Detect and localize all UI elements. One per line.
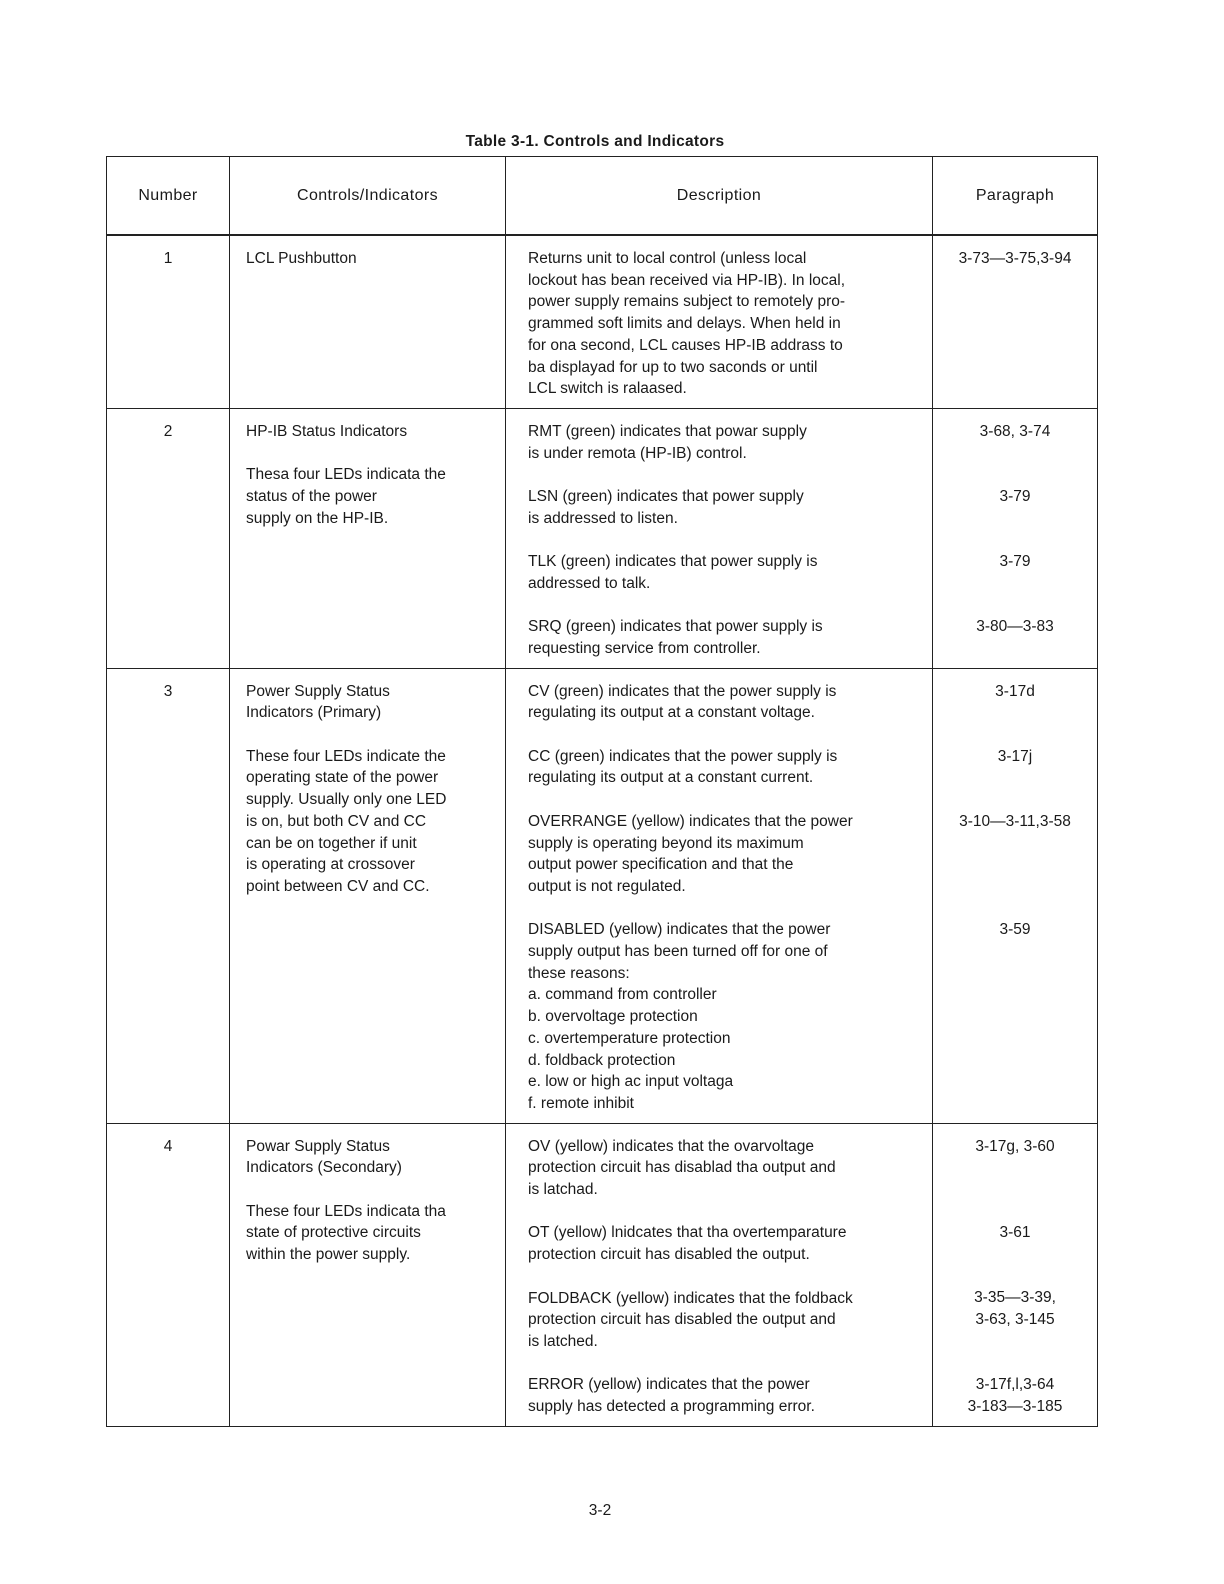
description-line: protection circuit has disabled the output and [528, 1311, 836, 1329]
table-row [107, 668, 1098, 1123]
control-note [246, 1201, 495, 1266]
control-note-line: operating state of the power [246, 769, 439, 787]
description-line: OV (yellow) indicates that the ovarvoltage [528, 1137, 815, 1155]
row-number: 1 [107, 235, 230, 408]
description-line: CV (green) indicates that the power supply is [528, 682, 837, 700]
paragraph-ref [937, 616, 1093, 659]
description-line: b. overvoltage protection [528, 1008, 698, 1026]
description-line: regulating its output at a constant voltage. [528, 704, 815, 722]
column-header-controls: Controls/Indicators [230, 157, 506, 236]
description-line: FOLDBACK (yellow) indicates that the foldback [528, 1289, 853, 1307]
description-line: supply has detected a programming error. [528, 1398, 815, 1416]
description-line: is addressed to listen. [528, 509, 678, 527]
paragraph-cell [933, 1123, 1098, 1426]
paragraph-ref-line: 3-10—3-11,3-58 [959, 812, 1071, 830]
description-entry [528, 811, 918, 898]
paragraph-ref-line: 3-61 [999, 1224, 1031, 1242]
paragraph-ref-line: 3-183—3-185 [967, 1397, 1063, 1415]
description-line: supply output has been turned off for one of [528, 943, 828, 960]
description-line: OVERRANGE (yellow) indicates that the power [528, 812, 853, 830]
control-note [246, 464, 495, 529]
control-name-line: Powar Supply Status [246, 1137, 390, 1155]
control-note-line: is operating at crossover [246, 856, 415, 874]
paragraph-ref [937, 1136, 1093, 1201]
description-line: f. remote inhibit [528, 1094, 634, 1112]
paragraph-ref-line: 3-17g, 3-60 [975, 1137, 1055, 1155]
paragraph-ref [937, 486, 1093, 529]
control-note-line: supply. Usually only one LED [246, 791, 447, 809]
control-note-line: state of protective circuits [246, 1224, 421, 1242]
description-line: is latchad. [528, 1181, 598, 1199]
control-note-line: is on, but both CV and CC [246, 812, 427, 830]
description-line: CC (green) indicates that the power supply is [528, 747, 838, 765]
description-line: grammed soft limits and delays. When held in [528, 315, 841, 333]
column-header-number: Number [107, 157, 230, 236]
control-note-line: Thesa four LEDs indicata the [246, 466, 446, 484]
control-name [246, 421, 495, 443]
paragraph-ref-line: 3-79 [999, 488, 1031, 505]
paragraph-ref-line: 3-63, 3-145 [975, 1311, 1055, 1329]
description-entry [528, 746, 918, 789]
paragraph-ref [937, 1222, 1093, 1265]
description-entry [528, 616, 918, 659]
description-entry [528, 1288, 918, 1353]
description-entry [528, 248, 918, 400]
paragraph-ref-line: 3-80—3-83 [976, 618, 1054, 636]
description-line: protection circuit has disabled the output. [528, 1246, 810, 1264]
paragraph-ref-line: 3-17f,l,3-64 [975, 1376, 1055, 1394]
control-name [246, 681, 495, 724]
row-number: 4 [107, 1123, 230, 1426]
description-entry [528, 681, 918, 724]
table-title: Table 3-1. Controls and Indicators [465, 133, 725, 150]
row-number: 3 [107, 668, 230, 1123]
header-row [107, 157, 1098, 236]
description-line: LCL switch is ralaased. [528, 380, 687, 398]
description-line: DISABLED (yellow) indicates that the power [528, 921, 831, 939]
description-line: OT (yellow) lnidcates that tha overtemparature [528, 1224, 847, 1242]
table-body [107, 235, 1098, 1426]
paragraph-ref-line: 3-59 [999, 921, 1031, 939]
paragraph-cell [933, 668, 1098, 1123]
description-entry [528, 1136, 918, 1201]
description-line: regulating its output at a constant current. [528, 769, 814, 787]
control-cell [230, 408, 506, 668]
description-entry [528, 1222, 918, 1265]
description-line: LSN (green) indicates that power supply [528, 488, 804, 506]
control-note-line: supply on the HP-IB. [246, 509, 389, 527]
control-name-line: HP-IB Status Indicators [246, 422, 408, 440]
control-name-line: Power Supply Status [246, 682, 390, 700]
description-line: RMT (green) indicates that powar supply [528, 422, 807, 440]
control-name-line: Indicators (Secondary) [246, 1159, 402, 1177]
description-line: ERROR (yellow) indicates that the power [528, 1376, 810, 1394]
paragraph-ref [937, 681, 1093, 724]
description-line: TLK (green) indicates that power supply is [528, 553, 818, 571]
row-number: 2 [107, 408, 230, 668]
table-row [107, 235, 1098, 408]
paragraph-ref [937, 746, 1093, 789]
paragraph-ref [937, 919, 1093, 1114]
paragraph-ref-line: 3-79 [999, 553, 1031, 571]
description-line: these reasons: [528, 964, 630, 982]
paragraph-ref-line: 3-68, 3-74 [979, 422, 1051, 440]
description-entry [528, 551, 918, 594]
paragraph-ref [937, 421, 1093, 464]
paragraph-ref [937, 1287, 1093, 1352]
description-line: requesting service from controller. [528, 639, 761, 657]
description-line: lockout has bean received via HP-IB). In local, [528, 271, 846, 289]
control-note-line: These four LEDs indicata tha [246, 1202, 446, 1220]
description-line: protection circuit has disablad tha output and [528, 1159, 836, 1177]
control-note-line: status of the power [246, 488, 377, 506]
control-cell [230, 235, 506, 408]
paragraph-cell [933, 235, 1098, 408]
paragraph-cell [933, 408, 1098, 668]
description-cell [506, 235, 933, 408]
control-note-line: within the power supply. [246, 1246, 411, 1264]
control-note-line: These four LEDs indicate the [246, 747, 446, 765]
controls-indicators-table [106, 156, 1098, 1427]
control-name [246, 248, 495, 270]
description-line: a. command from controller [528, 986, 717, 1004]
description-line: is under remota (HP-IB) control. [528, 444, 747, 462]
control-cell [230, 668, 506, 1123]
control-note [246, 746, 495, 898]
paragraph-ref [937, 248, 1093, 400]
paragraph-ref [937, 551, 1093, 594]
description-line: for ona second, LCL causes HP-IB addrass to [528, 336, 843, 354]
control-note-line: point between CV and CC. [246, 877, 430, 895]
table-row [107, 1123, 1098, 1426]
paragraph-ref [937, 811, 1093, 898]
description-entry [528, 919, 918, 1114]
column-header-description: Description [506, 157, 933, 236]
description-line: Returns unit to local control (unless local [528, 250, 807, 267]
description-line: addressed to talk. [528, 574, 651, 592]
description-line: power supply remains subject to remotely pro- [528, 293, 846, 311]
description-entry [528, 1374, 918, 1417]
description-line: output is not regulated. [528, 877, 686, 895]
description-line: SRQ (green) indicates that power supply is [528, 618, 823, 636]
paragraph-ref [937, 1374, 1093, 1417]
description-cell [506, 1123, 933, 1426]
description-line: e. low or high ac input voltaga [528, 1073, 734, 1091]
table-row [107, 408, 1098, 668]
control-cell [230, 1123, 506, 1426]
description-line: is latched. [528, 1332, 598, 1350]
description-cell [506, 408, 933, 668]
description-line: d. foldback protection [528, 1051, 676, 1069]
paragraph-ref-line: 3-73—3-75,3-94 [958, 250, 1072, 267]
description-cell [506, 668, 933, 1123]
description-entry [528, 421, 918, 464]
description-entry [528, 486, 918, 529]
column-header-paragraph: Paragraph [933, 157, 1098, 236]
control-name-line: LCL Pushbutton [246, 250, 357, 267]
description-line: supply is operating beyond its maximum [528, 834, 804, 852]
page-number: 3-2 [588, 1502, 612, 1519]
paragraph-ref-line: 3-17d [995, 682, 1035, 700]
description-line: output power specification and that the [528, 856, 794, 874]
control-name-line: Indicators (Primary) [246, 704, 382, 722]
paragraph-ref-line: 3-17j [997, 747, 1033, 765]
control-name [246, 1136, 495, 1179]
control-note-line: can be on together if unit [246, 834, 417, 852]
description-line: c. overtemperature protection [528, 1029, 731, 1047]
paragraph-ref-line: 3-35—3-39, [974, 1289, 1056, 1307]
description-line: ba displayad for up to two saconds or until [528, 358, 818, 376]
